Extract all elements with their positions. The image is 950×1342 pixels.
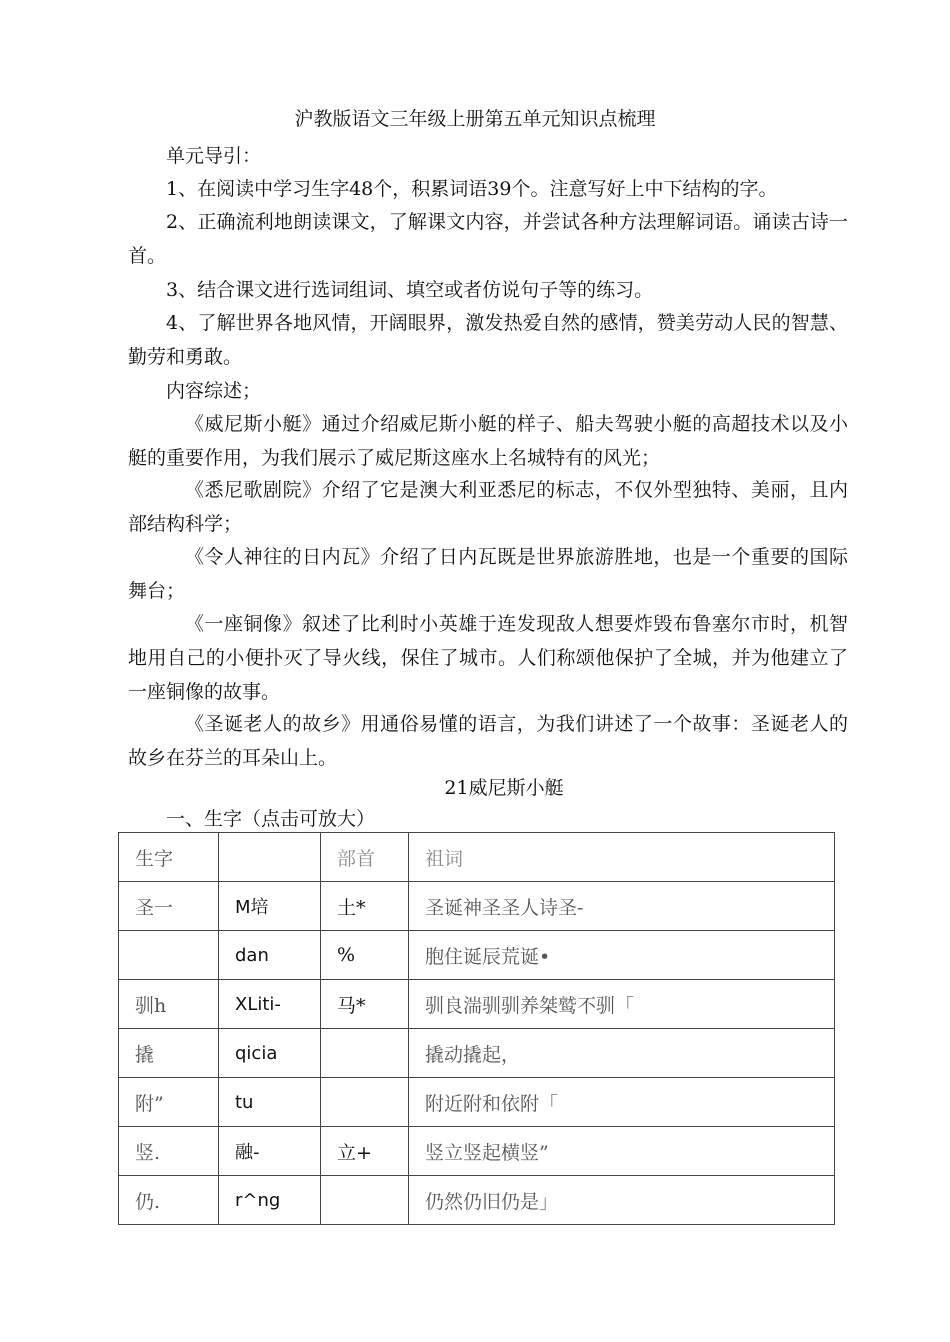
guide-item-1: 1、在阅读中学习生字48个，积累词语39个。注意写好上中下结构的字。: [166, 178, 778, 200]
cell-char: 圣一: [119, 882, 219, 931]
summary-heading: 内容综述；: [166, 380, 262, 402]
cell-radical: [321, 1029, 409, 1078]
cell-radical: [321, 1078, 409, 1127]
cell-pinyin: r^ng: [219, 1176, 321, 1225]
cell-pinyin: qicia: [219, 1029, 321, 1078]
guide-item-3: 3、结合课文进行选词组词、填空或者仿说句子等的练习。: [166, 279, 654, 301]
cell-radical: [321, 1176, 409, 1225]
summary-item-2: 《悉尼歌剧院》介绍了它是澳大利亚悉尼的标志，不仅外型独特、美丽，且内部结构科学；: [128, 479, 848, 535]
cell-char: 仍.: [119, 1176, 219, 1225]
summary-item-1: 《威尼斯小艇》通过介绍威尼斯小艇的样子、船夫驾驶小艇的高超技术以及小艇的重要作用，为我们展示了威尼斯这座水上名城特有的风光；: [128, 413, 848, 469]
cell-pinyin: dan: [219, 931, 321, 980]
cell-char: 附”: [119, 1078, 219, 1127]
vocab-table: [118, 832, 835, 1225]
header-radical: 部首: [321, 833, 409, 882]
table-row: [119, 882, 835, 931]
cell-char: [119, 931, 219, 980]
cell-words: 撬动撬起，: [409, 1029, 835, 1078]
cell-char: 撬: [119, 1029, 219, 1078]
cell-pinyin: tu: [219, 1078, 321, 1127]
cell-pinyin: 融-: [219, 1127, 321, 1176]
table-row: [119, 1029, 835, 1078]
lesson-title: 21威尼斯小艇: [444, 777, 564, 799]
table-row: [119, 1078, 835, 1127]
document-title: 沪教版语文三年级上册第五单元知识点梳理: [294, 108, 656, 130]
summary-item-3: 《令人神往的日内瓦》介绍了日内瓦既是世界旅游胜地，也是一个重要的国际舞台；: [128, 546, 848, 602]
header-char: 生字: [119, 833, 219, 882]
cell-words: 附近附和依附「: [409, 1078, 835, 1127]
table-header-row: [119, 833, 835, 882]
header-pinyin: [219, 833, 321, 882]
table-row: [119, 931, 835, 980]
cell-radical: %: [321, 931, 409, 980]
cell-radical: 马*: [321, 980, 409, 1029]
cell-words: 仍然仍旧仍是」: [409, 1176, 835, 1225]
cell-pinyin: XLiti-: [219, 980, 321, 1029]
cell-words: 竖立竖起横竖”: [409, 1127, 835, 1176]
cell-words: 驯良湍驯驯养桀鹫不驯「: [409, 980, 835, 1029]
chars-heading: 一、生字（点击可放大）: [166, 808, 376, 830]
summary-item-4: 《一座铜像》叙述了比利时小英雄于连发现敌人想要炸毁布鲁塞尔市时，机智地用自己的小便扑灭了导火线，保住了城市。人们称颂他保护了全城，并为他建立了一座铜像的故事。: [128, 613, 848, 703]
summary-item-5: 《圣诞老人的故乡》用通俗易懂的语言，为我们讲述了一个故事：圣诞老人的故乡在芬兰的耳朵山上。: [128, 713, 848, 769]
cell-char: 竖.: [119, 1127, 219, 1176]
cell-words: 胞住诞辰荒诞•: [409, 931, 835, 980]
table-row: [119, 1127, 835, 1176]
cell-char: 驯h: [119, 980, 219, 1029]
cell-radical: 立+: [321, 1127, 409, 1176]
cell-words: 圣诞神圣圣人诗圣-: [409, 882, 835, 931]
table-row: [119, 980, 835, 1029]
table-row: [119, 1176, 835, 1225]
guide-item-2: 2、正确流利地朗读课文，了解课文内容，并尝试各种方法理解词语。诵读古诗一首。: [128, 211, 848, 267]
cell-pinyin: M培: [219, 882, 321, 931]
header-words: 祖词: [409, 833, 835, 882]
cell-radical: 土*: [321, 882, 409, 931]
guide-heading: 单元导引：: [166, 145, 262, 167]
guide-item-4: 4、了解世界各地风情，开阔眼界，激发热爱自然的感情，赞美劳动人民的智慧、勤劳和勇敢。: [128, 312, 848, 368]
